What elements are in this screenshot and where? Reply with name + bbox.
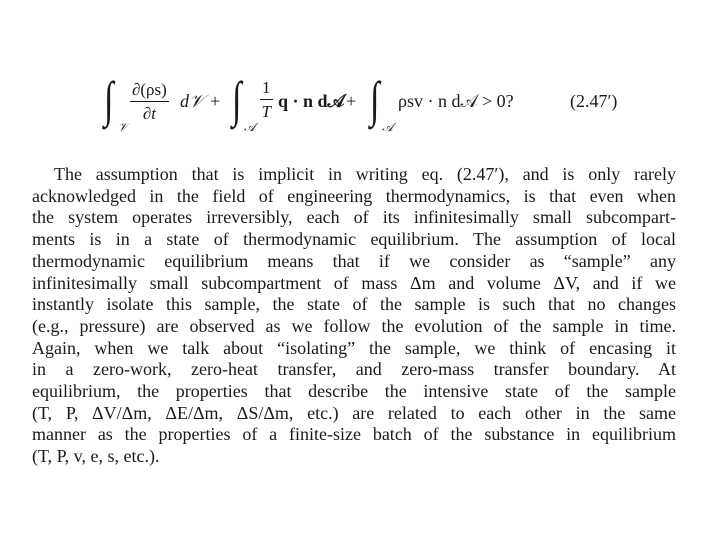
paragraph-line: Again, when we talk about “isolating” the sample, we think of encasing it [32, 337, 676, 358]
paragraph-line: equilibrium, the properties that describe the intensive state of the sample [32, 381, 676, 402]
surface-domain-subscript-1: 𝒜 [244, 120, 256, 134]
paragraph-line: The assumption that is implicit in writing eq. (2.47′), and is only rarely [54, 164, 676, 184]
heat-flux-integrand: q · n d𝒜 [278, 91, 345, 111]
equation-number: (2.47′) [570, 91, 618, 111]
surface-integral-sign-2: ∫ [370, 71, 380, 127]
fraction-denominator-t: T [261, 102, 271, 121]
paragraph-line: (e.g., pressure) are observed as we follow the evolution of the sample in time. [32, 315, 676, 336]
paragraph-line: thermodynamic equilibrium means that if we consider as “sample” any [32, 250, 676, 271]
surface-domain-subscript-2: 𝒜 [382, 120, 394, 134]
paragraph-line: (T, P, ΔV/Δm, ΔE/Δm, ΔS/Δm, etc.) are related to each other in the same [32, 402, 676, 423]
volume-differential: d𝒱 [180, 91, 204, 111]
fraction-numerator-one: 1 [260, 78, 273, 100]
paragraph-line: infinitesimally small subcompartment of mass Δm and volume ΔV, and if we [32, 272, 676, 293]
time-derivative-numerator: ∂(ρs) [130, 80, 169, 102]
volume-integral-sign: ∫ [104, 71, 114, 127]
volume-domain-subscript: 𝒱 [118, 120, 128, 134]
paragraph-line: (T, P, v, e, s, etc.). [32, 446, 160, 467]
paragraph-line: acknowledged in the field of engineering thermodynamics, is that even when [32, 185, 676, 206]
paragraph-line: the system operates irreversibly, each of its infinitesimally small subcompart- [32, 207, 676, 228]
time-derivative-denominator: ∂t [142, 104, 156, 123]
paragraph-line: manner as the properties of a finite-size batch of the substance in equilibrium [32, 424, 676, 445]
paragraph-line: instantly isolate this sample, the state of the sample is such that no changes [32, 294, 676, 315]
paragraph-line: in a zero-work, zero-heat transfer, and zero-mass transfer boundary. At [32, 359, 676, 380]
time-derivative-fraction [130, 80, 169, 124]
inverse-temperature-fraction [260, 78, 273, 122]
surface-integral-sign-1: ∫ [232, 71, 242, 127]
equation-2-47-prime [104, 70, 664, 142]
plus-sign-1: + [210, 91, 221, 111]
body-paragraph [32, 164, 676, 468]
paragraph-line: ments is in a state of thermodynamic equilibrium. The assumption of local [32, 229, 676, 250]
plus-sign-2: + [346, 91, 357, 111]
entropy-flux-integrand: ρsv · n d𝒜 > 0? [398, 91, 514, 111]
